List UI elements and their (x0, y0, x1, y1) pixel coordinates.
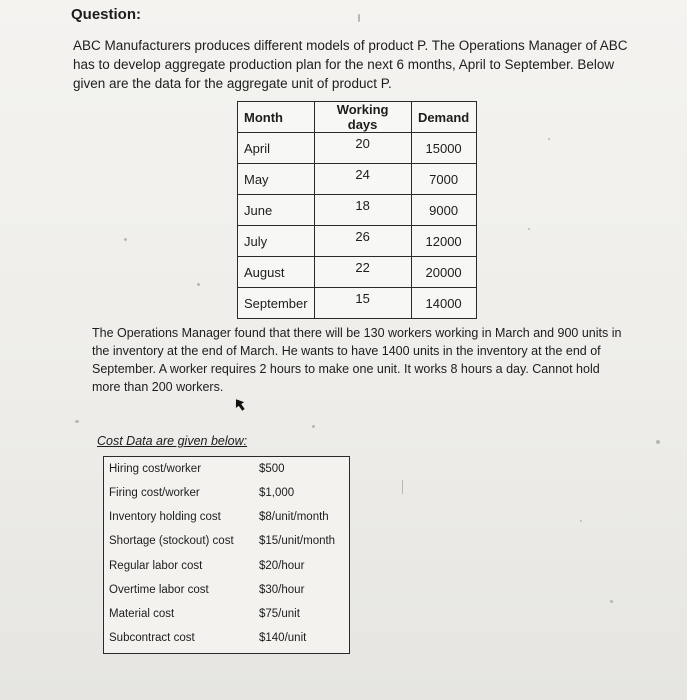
header-working-days: Working days (314, 102, 411, 133)
days-cell: 22 (314, 257, 411, 288)
mouse-cursor-icon (234, 398, 246, 417)
cost-label: Inventory holding cost (109, 511, 221, 523)
header-demand: Demand (411, 102, 476, 133)
cost-label: Material cost (109, 608, 175, 620)
cost-row-firing (109, 481, 349, 505)
cost-row-hiring (109, 457, 349, 481)
cost-value: $140/unit (259, 632, 307, 644)
paper-speck (548, 138, 550, 140)
demand-cell: 20000 (411, 257, 476, 288)
cost-label: Hiring cost/worker (109, 463, 202, 475)
cost-value: $500 (259, 463, 285, 475)
cost-row-shortage (109, 529, 349, 553)
cost-row-material (109, 602, 349, 626)
cost-value: $20/hour (259, 560, 305, 572)
paper-speck (358, 14, 360, 22)
table-row (238, 164, 477, 195)
question-intro: ABC Manufacturers produces different models of product P. The Operations Manager of ABC has to develop aggregate production plan for the next 6 months, April to September. Below given are the data for the aggregate unit of product P. (73, 38, 628, 91)
cost-label: Firing cost/worker (109, 487, 200, 499)
cost-data-box (103, 456, 350, 654)
paper-speck (656, 440, 660, 444)
paper-speck (75, 420, 79, 423)
paper-speck (402, 480, 403, 494)
cost-value: $75/unit (259, 608, 300, 620)
table-row (238, 226, 477, 257)
table-row (238, 195, 477, 226)
table-row (238, 257, 477, 288)
demand-cell: 7000 (411, 164, 476, 195)
cost-row-subcontract (109, 626, 349, 650)
month-cell: July (238, 226, 315, 257)
cost-label: Subcontract cost (109, 632, 195, 644)
paper-speck (197, 283, 200, 286)
demand-cell: 9000 (411, 195, 476, 226)
month-cell: May (238, 164, 315, 195)
days-cell: 15 (314, 288, 411, 319)
question-heading: Question: (71, 6, 141, 23)
cost-label: Overtime labor cost (109, 584, 209, 596)
demand-cell: 14000 (411, 288, 476, 319)
cost-value: $30/hour (259, 584, 305, 596)
cost-row-regular-labor (109, 554, 349, 578)
cost-label: Regular labor cost (109, 560, 203, 572)
month-cell: April (238, 133, 315, 164)
days-cell: 18 (314, 195, 411, 226)
table-row (238, 133, 477, 164)
cost-data-title: Cost Data are given below: (97, 434, 248, 448)
paper-speck (610, 600, 613, 603)
cost-row-overtime-labor (109, 578, 349, 602)
paper-speck (580, 520, 582, 522)
month-cell: September (238, 288, 315, 319)
paper-speck (528, 228, 530, 230)
month-cell: August (238, 257, 315, 288)
demand-table (237, 101, 477, 319)
days-cell: 24 (314, 164, 411, 195)
paper-speck (124, 238, 127, 241)
cost-value: $1,000 (259, 487, 295, 499)
cost-label: Shortage (stockout) cost (109, 535, 234, 547)
demand-cell: 15000 (411, 133, 476, 164)
problem-paragraph: The Operations Manager found that there will be 130 workers working in March and 900 units in the inventory at the end of March. He wants to have 1400 units in the inventory at the end of September. A worker requires 2 hours to make one unit. It works 8 hours a day. Cannot hold more than 200 workers. (92, 326, 622, 394)
table-header-row (238, 102, 477, 133)
days-cell: 26 (314, 226, 411, 257)
table-row (238, 288, 477, 319)
demand-cell: 12000 (411, 226, 476, 257)
days-cell: 20 (314, 133, 411, 164)
cost-value: $15/unit/month (259, 535, 336, 547)
paper-speck (312, 425, 315, 428)
cost-value: $8/unit/month (259, 511, 329, 523)
cost-row-inventory (109, 505, 349, 529)
header-month: Month (238, 102, 315, 133)
month-cell: June (238, 195, 315, 226)
